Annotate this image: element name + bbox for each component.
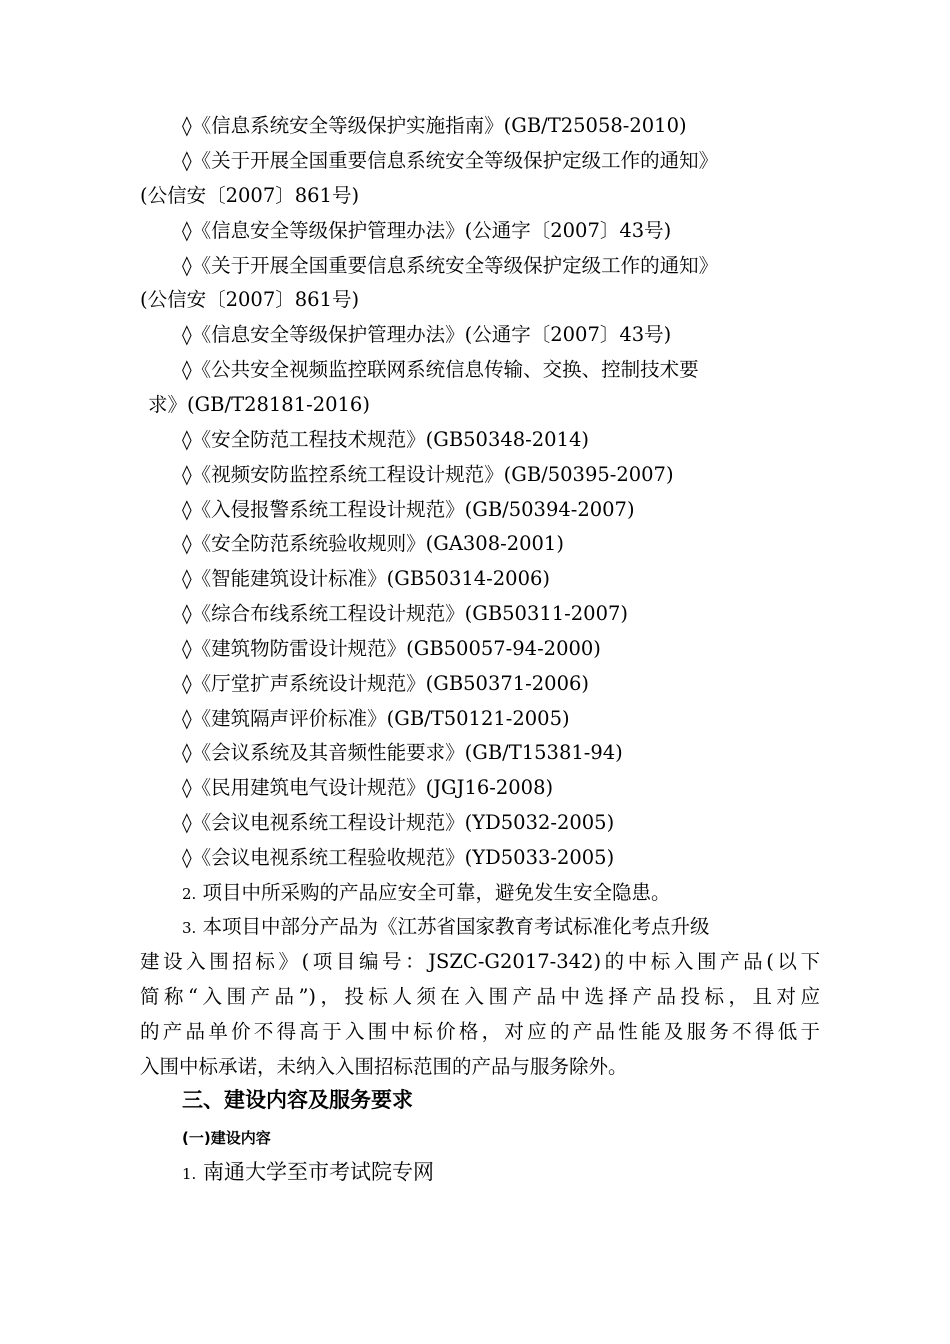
standard-item: ◊《厅堂扩声系统设计规范》(GB50371-2006)	[182, 672, 590, 695]
paragraph-3-line: 建设入围招标》(项目编号：JSZC-G2017-342)的中标入围产品(以下	[140, 950, 820, 973]
standard-item: ◊《综合布线系统工程设计规范》(GB50311-2007)	[182, 602, 629, 625]
paragraph-3-line: 简称“入围产品”)，投标人须在入围产品中选择产品投标，且对应	[140, 985, 820, 1008]
paragraph-3-line	[182, 915, 862, 940]
standard-item: ◊《建筑物防雷设计规范》(GB50057-94-2000)	[182, 637, 601, 660]
subsection-heading: (一)建设内容	[182, 1129, 271, 1147]
paragraph-text: 项目中所采购的产品应安全可靠，避免发生安全隐患。	[202, 881, 671, 904]
standard-item: ◊《智能建筑设计标准》(GB50314-2006)	[182, 567, 551, 590]
standard-item: ◊《视频安防监控系统工程设计规范》(GB/50395-2007)	[182, 463, 674, 486]
item-number: 1.	[182, 1165, 197, 1183]
item-1	[182, 1159, 862, 1187]
standard-item: ◊《公共安全视频监控联网系统信息传输、交换、控制技术要	[182, 358, 699, 381]
paragraph-2	[182, 881, 862, 906]
standard-item-continuation: (公信安〔2007〕861号)	[140, 288, 360, 311]
standard-item-continuation: 求》(GB/T28181-2016)	[148, 393, 370, 416]
standard-item: ◊《会议电视系统工程设计规范》(YD5032-2005)	[182, 811, 615, 834]
standard-item: ◊《信息安全等级保护管理办法》(公通字〔2007〕43号)	[182, 323, 672, 346]
paragraph-number: 2.	[182, 885, 197, 903]
section-heading: 三、建设内容及服务要求	[182, 1088, 413, 1112]
standard-item: ◊《民用建筑电气设计规范》(JGJ16-2008)	[182, 776, 554, 799]
standard-item: ◊《入侵报警系统工程设计规范》(GB/50394-2007)	[182, 498, 635, 521]
standard-item: ◊《会议系统及其音频性能要求》(GB/T15381-94)	[182, 741, 623, 764]
standard-item: ◊《安全防范系统验收规则》(GA308-2001)	[182, 532, 564, 555]
standard-item: ◊《信息安全等级保护管理办法》(公通字〔2007〕43号)	[182, 219, 672, 242]
paragraph-number: 3.	[182, 919, 197, 937]
standard-item: ◊《建筑隔声评价标准》(GB/T50121-2005)	[182, 707, 570, 730]
item-text: 南通大学至市考试院专网	[203, 1160, 434, 1184]
standard-item: ◊《关于开展全国重要信息系统安全等级保护定级工作的通知》	[182, 254, 719, 277]
paragraph-3-line: 入围中标承诺，未纳入入围招标范围的产品与服务除外。	[140, 1055, 628, 1078]
paragraph-3-line: 的产品单价不得高于入围中标价格，对应的产品性能及服务不得低于	[140, 1020, 820, 1043]
standard-item: ◊《信息系统安全等级保护实施指南》(GB/T25058-2010)	[182, 114, 687, 137]
paragraph-text: 本项目中部分产品为《江苏省国家教育考试标准化考点升级	[202, 915, 710, 938]
standard-item: ◊《安全防范工程技术规范》(GB50348-2014)	[182, 428, 590, 451]
standard-item: ◊《会议电视系统工程验收规范》(YD5033-2005)	[182, 846, 615, 869]
standard-item-continuation: (公信安〔2007〕861号)	[140, 184, 360, 207]
standard-item: ◊《关于开展全国重要信息系统安全等级保护定级工作的通知》	[182, 149, 719, 172]
